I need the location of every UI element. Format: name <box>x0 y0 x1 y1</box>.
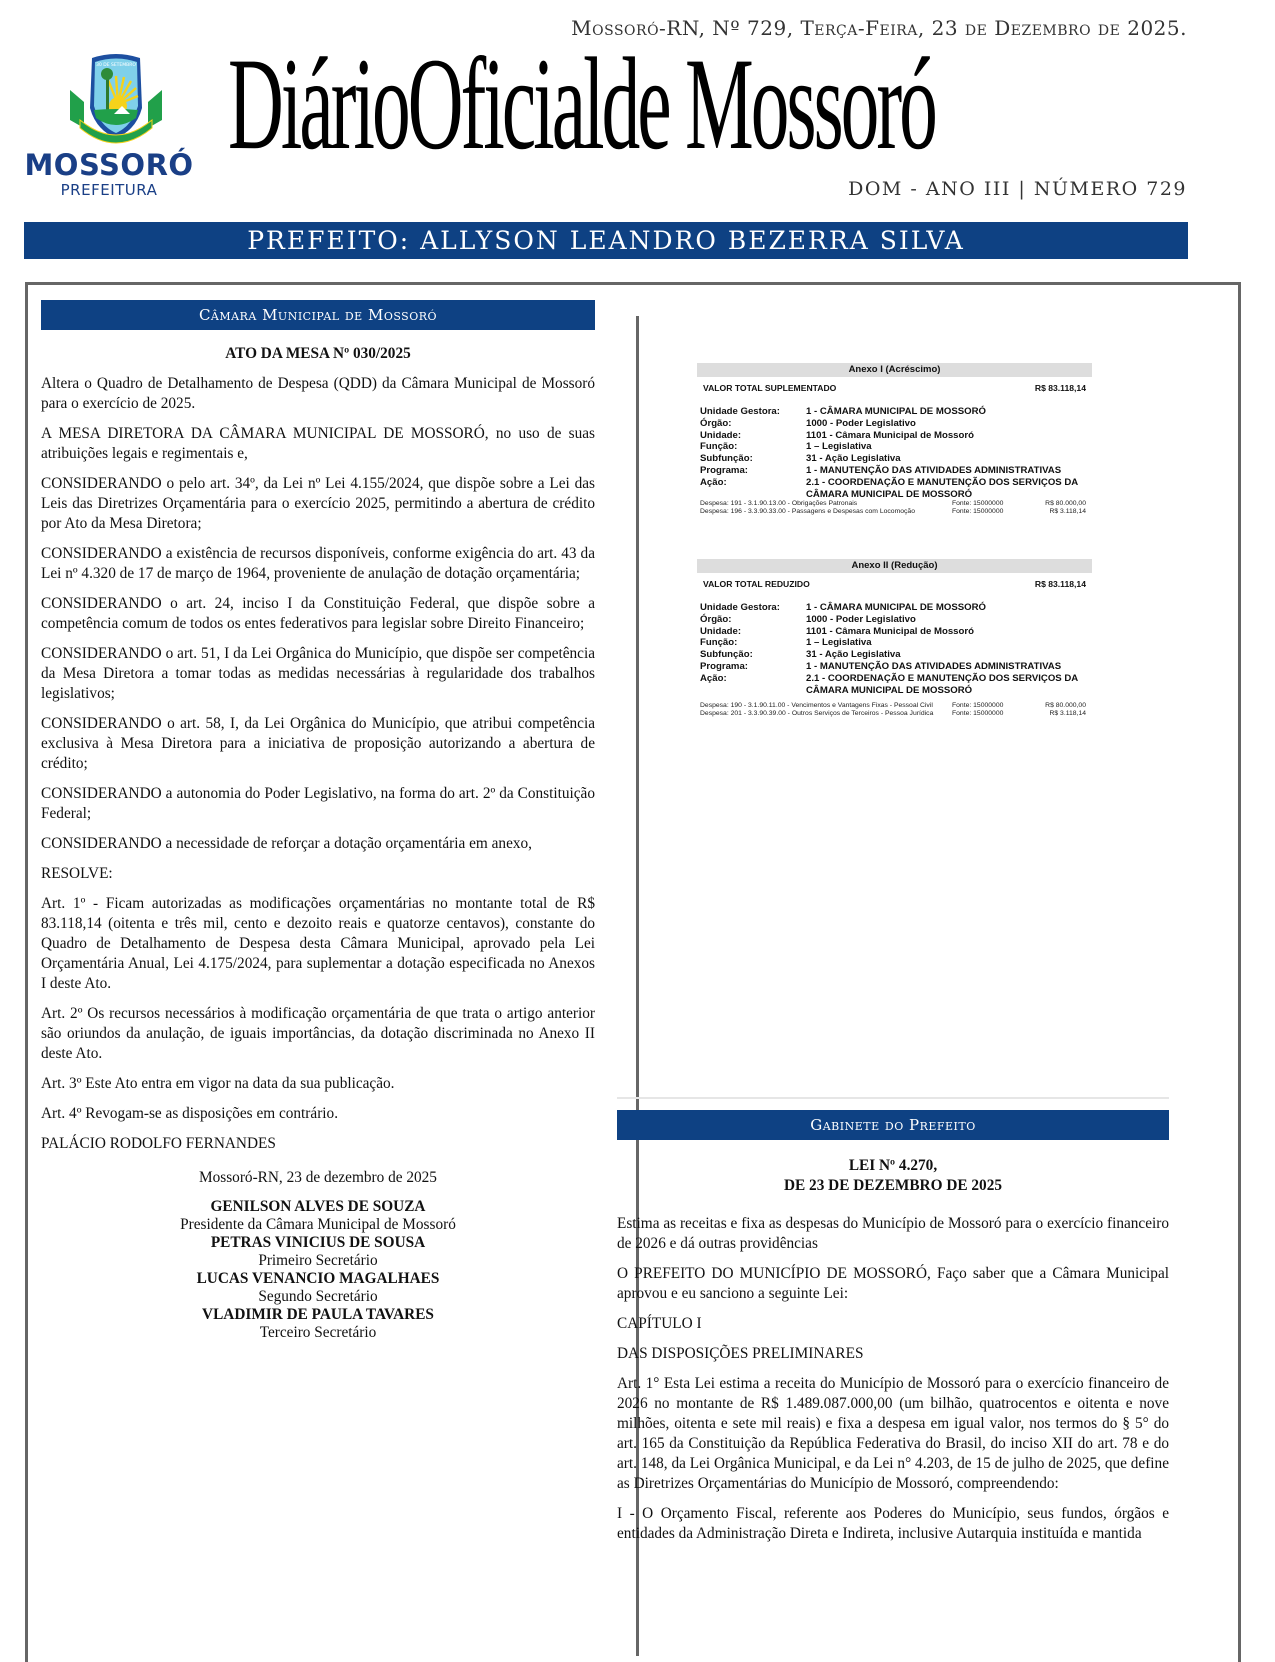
expense-amount: R$ 3.118,14 <box>1049 508 1086 516</box>
signatory-role: Terceiro Secretário <box>259 1324 377 1341</box>
edition-line: Mossoró-RN, Nº 729, Terça-Feira, 23 de Dezembro de 2025. <box>571 16 1187 40</box>
expense-description: Despesa: 191 - 3.1.90.13.00 - Obrigações Patronais <box>700 500 858 508</box>
expense-line <box>700 500 1092 508</box>
annex-row-key: Programa: <box>700 660 748 672</box>
signatory-role: Segundo Secretário <box>258 1288 378 1305</box>
annex-acrescimo <box>697 363 1092 516</box>
annex-row-key: Unidade Gestora: <box>700 406 780 417</box>
annex-row-key: Programa: <box>700 464 748 476</box>
annex-row-value: 1101 - Câmara Municipal de Mossoró <box>806 429 974 441</box>
signatory-name: GENILSON ALVES DE SOUZA <box>210 1198 426 1215</box>
annex-rows <box>697 602 1092 696</box>
expense-line <box>700 508 1092 516</box>
paragraph: Art. 3º Este Ato entra em vigor na data da sua publicação. <box>41 1075 395 1092</box>
annex-row-value: 1000 - Poder Legislativo <box>806 613 916 625</box>
paragraph: Estima as receitas e fixa as despesas do Município de Mossoró para o exercício financeiro de 2026 e dá outras providências <box>617 1215 1169 1252</box>
annex-title: Anexo II (Redução) <box>697 559 1092 573</box>
annex-row-value: 1 - MANUTENÇÃO DAS ATIVIDADES ADMINISTRATIVAS <box>806 464 1062 476</box>
signatory-name: LUCAS VENANCIO MAGALHAES <box>196 1270 440 1287</box>
annex-row <box>700 602 1092 614</box>
paragraph: A MESA DIRETORA DA CÂMARA MUNICIPAL DE MOSSORÓ, no uso de suas atribuições legais e regimentais e, <box>41 425 595 462</box>
paragraph: CONSIDERANDO o art. 24, inciso I da Constituição Federal, que dispõe sobre a competência comum de todos os entes federativos para legislar sobre Direito Financeiro; <box>41 595 595 632</box>
paragraph: PALÁCIO RODOLFO FERNANDES <box>41 1135 276 1152</box>
coat-of-arms-icon <box>66 50 166 150</box>
annex-row-key: Unidade: <box>700 429 742 441</box>
annex-row-value: 1 - MANUTENÇÃO DAS ATIVIDADES ADMINISTRATIVAS <box>806 660 1062 672</box>
expense-description: Despesa: 196 - 3.3.90.33.00 - Passagens e Despesas com Locomoção <box>700 508 915 516</box>
annex-row-key: Órgão: <box>700 613 732 625</box>
paragraph: O PREFEITO DO MUNICÍPIO DE MOSSORÓ, Faço saber que a Câmara Municipal aprovou e eu sanciono a seguinte Lei: <box>617 1265 1169 1302</box>
prefeito-band: PREFEITO: ALLYSON LEANDRO BEZERRA SILVA <box>24 222 1188 259</box>
svg-text:30 DE SETEMBRO: 30 DE SETEMBRO <box>96 63 136 68</box>
annex-row-key: Ação: <box>700 672 727 684</box>
annex-row <box>700 661 1092 673</box>
paragraph: I - O Orçamento Fiscal, referente aos Poderes do Município, seus fundos, órgãos e entidades da Administração Direta e Indireta, inclusive Autarquia instituída e mantida <box>617 1505 1169 1542</box>
annex-row-key: Função: <box>700 441 738 453</box>
annex-expenses <box>697 702 1092 718</box>
annex-row-key: Unidade Gestora: <box>700 602 780 613</box>
lei-body <box>617 1214 1169 1544</box>
annex-total-label: VALOR TOTAL SUPLEMENTADO <box>703 383 837 393</box>
annex-row <box>700 465 1092 477</box>
annex-row-value: 1 – Legislativa <box>806 637 872 649</box>
paragraph: CONSIDERANDO a existência de recursos disponíveis, conforme exigência do art. 43 da Lei nº 4.320 de 17 de março de 1964, proveniente de anulação de dotação orçamentária; <box>41 545 595 582</box>
section-header-camara: Câmara Municipal de Mossoró <box>41 300 595 330</box>
annex-title: Anexo I (Acréscimo) <box>697 363 1092 377</box>
signatory-role: Presidente da Câmara Municipal de Mossoró <box>180 1216 456 1233</box>
paragraph: CONSIDERANDO o art. 58, I, da Lei Orgânica do Município, que atribui competência exclusiva à Mesa Diretora para a iniciativa de proposição autorizando a abertura de crédito; <box>41 715 595 772</box>
paragraph: DAS DISPOSIÇÕES PRELIMINARES <box>617 1345 864 1362</box>
signatory-name: PETRAS VINICIUS DE SOUSA <box>210 1234 426 1251</box>
annex-row-key: Função: <box>700 637 738 649</box>
annex-row <box>700 673 1092 697</box>
gabinete-section <box>617 1110 1169 1554</box>
annex-row-value: 31 - Ação Legislativa <box>806 453 901 465</box>
annex-row-key: Ação: <box>700 476 727 488</box>
doc-title-lei-line1: LEI Nº 4.270, <box>848 1157 938 1174</box>
signatures <box>41 1198 595 1342</box>
annex-row <box>700 430 1092 442</box>
annex-row <box>700 441 1092 453</box>
expense-amount: R$ 3.118,14 <box>1049 710 1086 718</box>
expense-amount: R$ 80.000,00 <box>1045 702 1086 710</box>
annex-row <box>700 649 1092 661</box>
paragraph: Art. 1° Esta Lei estima a receita do Município de Mossoró para o exercício financeiro de 2026 no montante de R$ 1.489.087.000,00 (um bilhão, quatrocentos e oitenta e nove milhões, oitenta e sete mil reais) e fixa a despesa em igual valor, nos termos do § 5° do art. 165 da Constituição da República Federativa do Brasil, do inciso XII do art. 78 e do art. 148, da Lei Orgânica Municipal, e da Lei n° 4.203, de 15 de julho de 2025, que define as Diretrizes Orçamentárias do Município de Mossoró, compreendendo: <box>617 1375 1169 1492</box>
paragraph: Altera o Quadro de Detalhamento de Despesa (QDD) da Câmara Municipal de Mossoró para o exercício de 2025. <box>41 375 595 412</box>
annex-row-key: Unidade: <box>700 625 742 637</box>
signatory-name: VLADIMIR DE PAULA TAVARES <box>202 1306 434 1323</box>
annex-row-key: Órgão: <box>700 417 732 429</box>
place-date: Mossoró-RN, 23 de dezembro de 2025 <box>199 1169 437 1186</box>
annex-total <box>697 579 1092 589</box>
paragraph: CONSIDERANDO a necessidade de reforçar a dotação orçamentária em anexo, <box>41 835 532 852</box>
section-header-gabinete: Gabinete do Prefeito <box>617 1110 1169 1140</box>
expense-line <box>700 710 1092 718</box>
expense-source: Fonte: 15000000 <box>952 702 1004 710</box>
expense-description: Despesa: 201 - 3.3.90.39.00 - Outros Serviços de Terceiros - Pessoa Jurídica <box>700 710 934 718</box>
paragraph: Art. 1º - Ficam autorizadas as modificações orçamentárias no montante total de R$ 83.118,14 (oitenta e três mil, cento e dezoito reais e quatorze centavos), constante do Quadro de Detalhamento de Despesa desta Câmara Municipal, aprovado pela Lei Orçamentária Anual, Lei 4.175/2024, para suplementar a dotação especificada no Anexos I deste Ato. <box>41 895 595 992</box>
issue-number: DOM - ANO III | NÚMERO 729 <box>848 178 1187 200</box>
paragraph: CONSIDERANDO a autonomia do Poder Legislativo, na forma do art. 2º da Constituição Federal; <box>41 785 595 822</box>
expense-line <box>700 702 1092 710</box>
annex-row-value: 1 – Legislativa <box>806 441 872 453</box>
expense-source: Fonte: 15000000 <box>952 500 1004 508</box>
logo-sub-text: PREFEITURA <box>60 181 158 199</box>
right-separator <box>617 1097 1169 1099</box>
annex-row-value: 31 - Ação Legislativa <box>806 649 901 661</box>
paragraph: CONSIDERANDO o art. 51, I da Lei Orgânica do Município, que dispõe ser competência da Mesa Diretora a tomar todas as medidas necessárias à regularidade dos trabalhos legislativos; <box>41 645 595 702</box>
annex-row-value: 1 - CÂMARA MUNICIPAL DE MOSSORÓ <box>806 406 986 417</box>
annex-row-value: 1 - CÂMARA MUNICIPAL DE MOSSORÓ <box>806 602 986 613</box>
annex-rows <box>697 406 1092 500</box>
paragraph: Art. 2º Os recursos necessários à modificação orçamentária de que trata o artigo anterior são oriundos da anulação, de iguais importâncias, da dotação discriminada no Anexo II deste Ato. <box>41 1005 595 1062</box>
paragraph: Art. 4º Revogam-se as disposições em contrário. <box>41 1105 339 1122</box>
annex-row-key: Subfunção: <box>700 649 753 661</box>
paragraph: CAPÍTULO I <box>617 1315 702 1332</box>
paragraph: RESOLVE: <box>41 865 113 882</box>
expense-amount: R$ 80.000,00 <box>1045 500 1086 508</box>
doc-title-lei-line2: DE 23 DE DEZEMBRO DE 2025 <box>783 1177 1002 1194</box>
annex-total-value: R$ 83.118,14 <box>1034 579 1086 589</box>
newspaper-title-text: DiárioOficialde Mossoró <box>228 30 935 177</box>
annex-row-key: Subfunção: <box>700 453 753 465</box>
annex-total-label: VALOR TOTAL REDUZIDO <box>703 579 810 589</box>
left-column <box>41 300 595 1342</box>
logo-brand-text: MOSSORÓ <box>24 148 194 182</box>
prefeitura-logo <box>24 50 194 200</box>
expense-description: Despesa: 190 - 3.1.90.11.00 - Vencimentos e Vantagens Fixas - Pessoal Civil <box>700 702 933 710</box>
expense-source: Fonte: 15000000 <box>952 508 1004 516</box>
signatory-role: Primeiro Secretário <box>258 1252 378 1269</box>
annex-row <box>700 453 1092 465</box>
annex-row-value: 2.1 - COORDENAÇÃO E MANUTENÇÃO DOS SERVIÇOS DA CÂMARA MUNICIPAL DE MOSSORÓ <box>806 672 1078 696</box>
annex-row <box>700 418 1092 430</box>
annex-reducao <box>697 559 1092 718</box>
annex-total-value: R$ 83.118,14 <box>1034 383 1086 393</box>
doc-title-ato: ATO DA MESA Nº 030/2025 <box>225 345 411 362</box>
annex-row <box>700 637 1092 649</box>
annex-row <box>700 477 1092 501</box>
annex-row-value: 1000 - Poder Legislativo <box>806 417 916 429</box>
annex-expenses <box>697 500 1092 516</box>
annex-row-value: 1101 - Câmara Municipal de Mossoró <box>806 625 974 637</box>
ato-body <box>41 374 595 1154</box>
expense-source: Fonte: 15000000 <box>952 710 1004 718</box>
annex-total <box>697 383 1092 393</box>
annex-row <box>700 626 1092 638</box>
newspaper-title <box>228 30 1190 177</box>
annex-row <box>700 406 1092 418</box>
annex-row-value: 2.1 - COORDENAÇÃO E MANUTENÇÃO DOS SERVIÇOS DA CÂMARA MUNICIPAL DE MOSSORÓ <box>806 476 1078 500</box>
annex-row <box>700 614 1092 626</box>
paragraph: CONSIDERANDO o pelo art. 34º, da Lei nº Lei 4.155/2024, que dispõe sobre a Lei das Leis das Diretrizes Orçamentária para o exercício 2025, permitindo a abertura de crédito por Ato da Mesa Diretora; <box>41 475 595 532</box>
